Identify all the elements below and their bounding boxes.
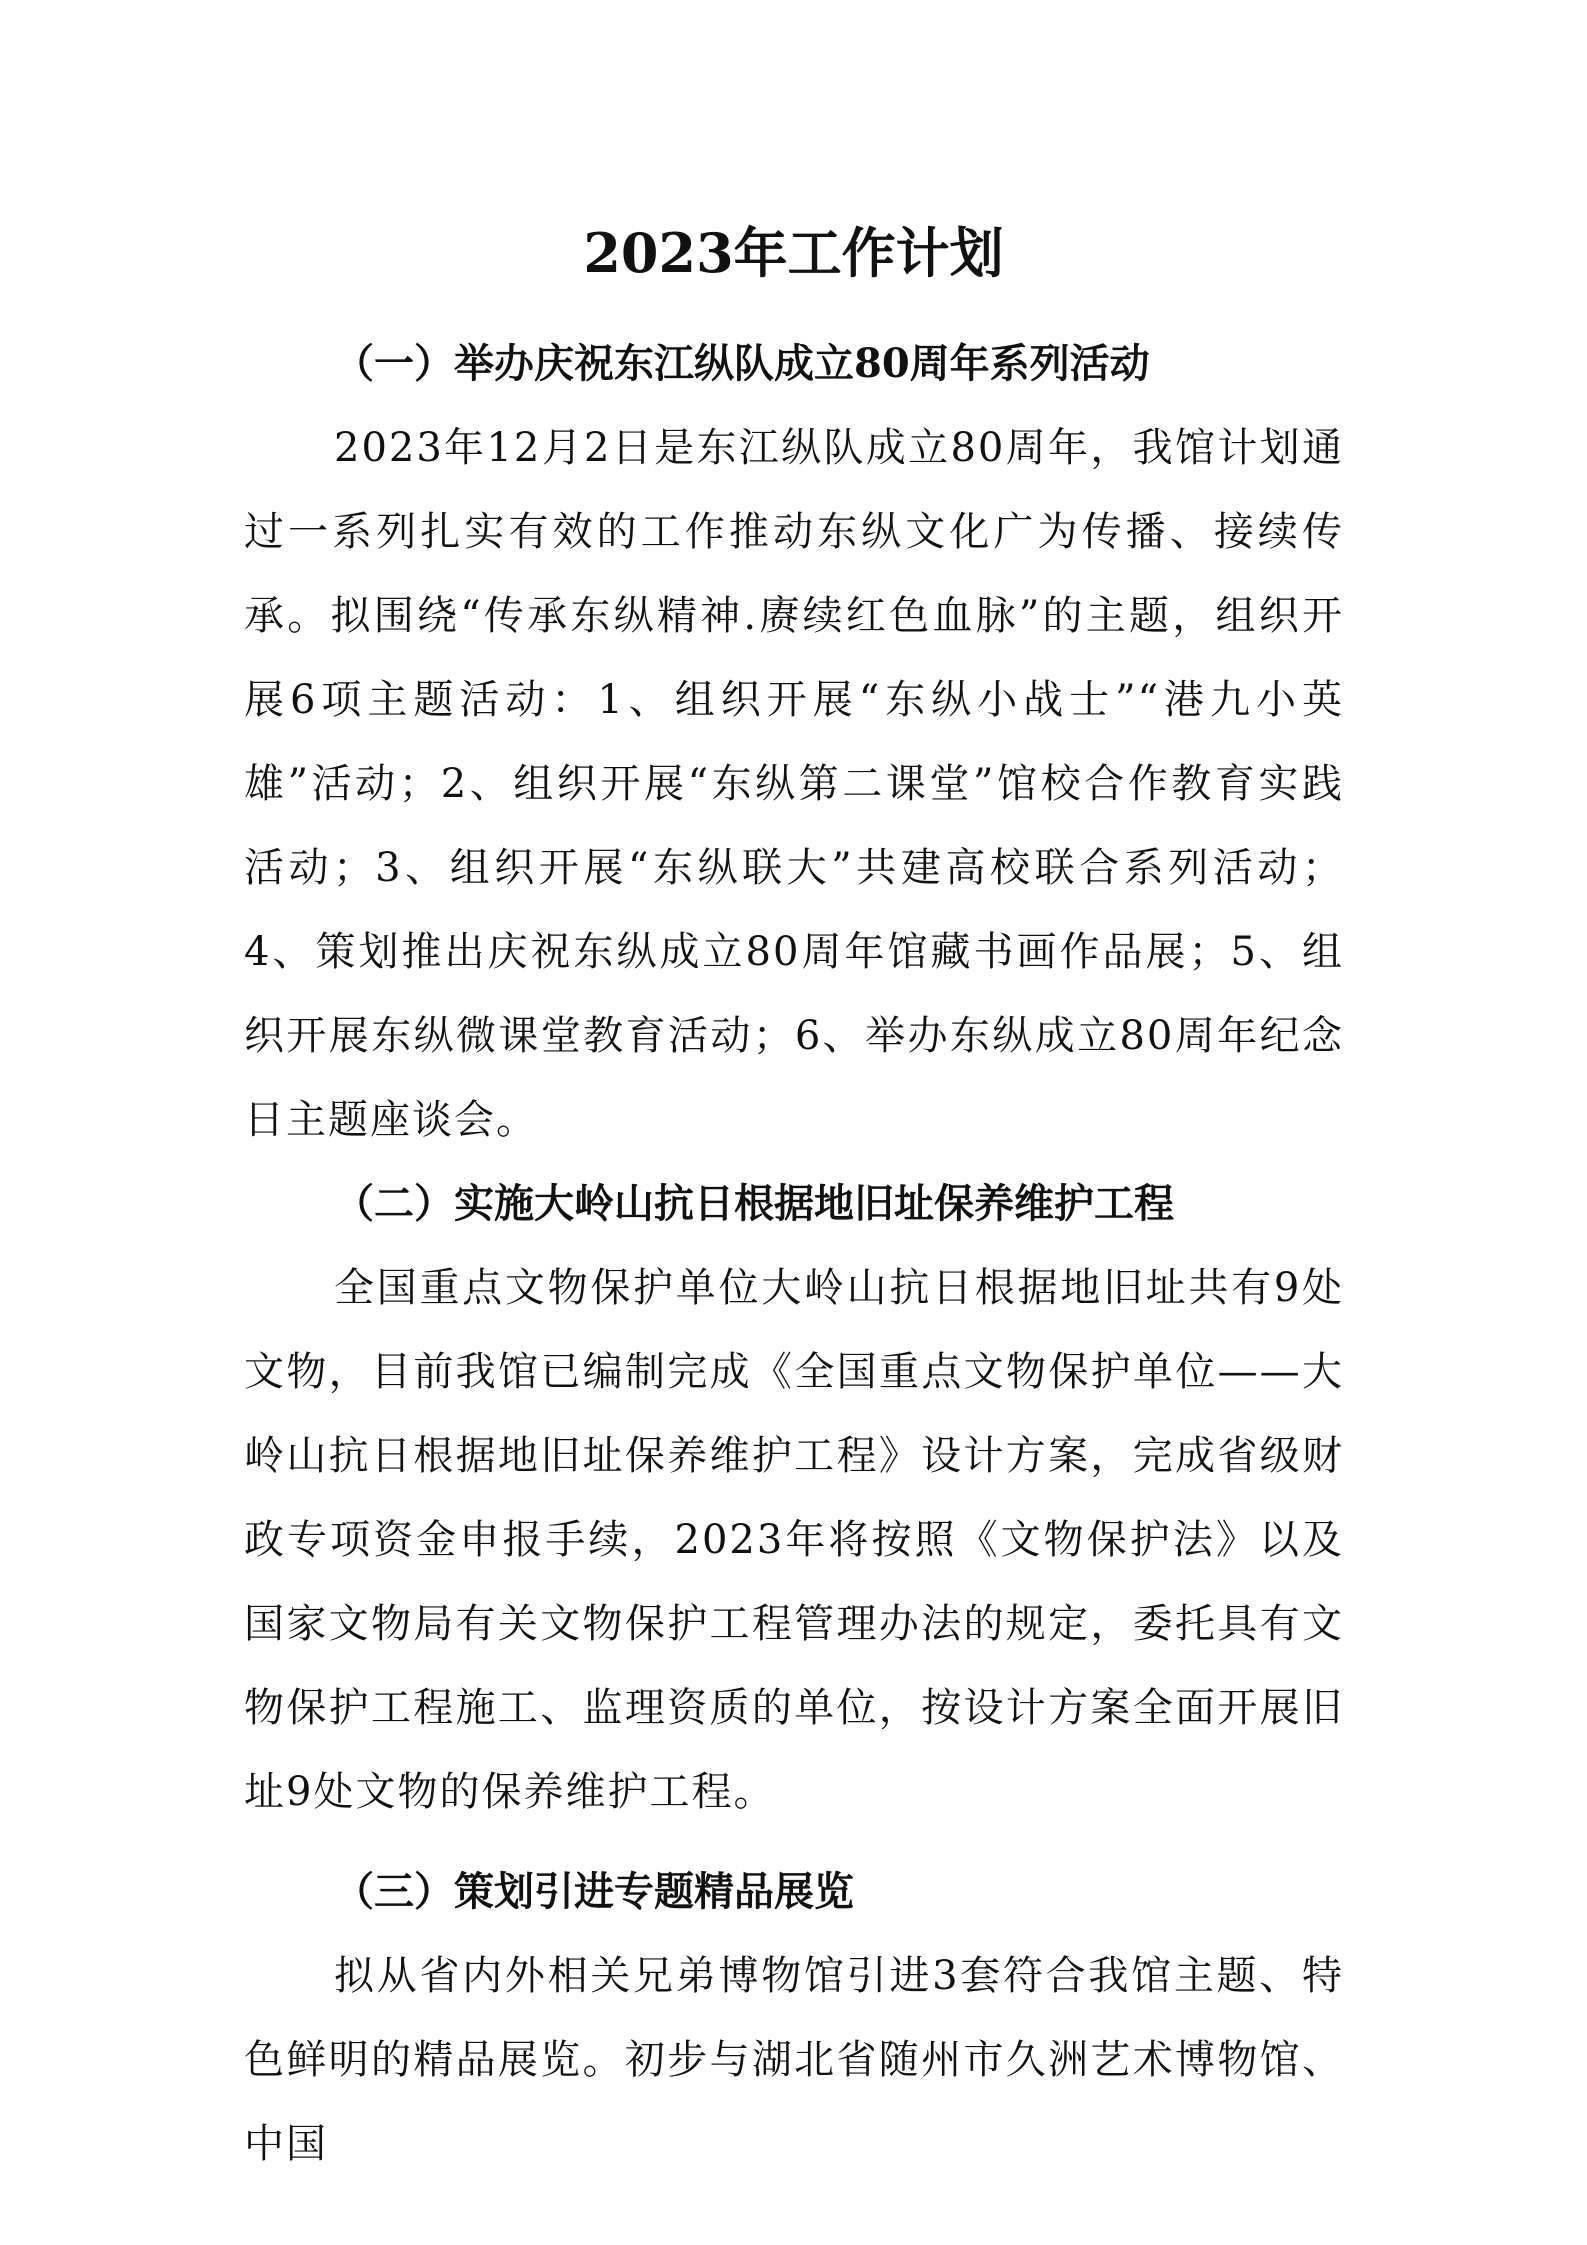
section-paragraph-3: 拟从省内外相关兄弟博物馆引进3套符合我馆主题、特色鲜明的精品展览。初步与湖北省随州市久洲艺术博物馆、中国 — [244, 1953, 1344, 2167]
section-heading-2: （二）实施大岭山抗日根据地旧址保养维护工程 — [334, 1180, 1174, 1227]
document-body — [244, 322, 1344, 2186]
section-heading-3: （三）策划引进专题精品展览 — [334, 1868, 854, 1915]
section-paragraph-1: 2023年12月2日是东江纵队成立80周年，我馆计划通过一系列扎实有效的工作推动东纵文化广为传播、接续传承。拟围绕“传承东纵精神.赓续红色血脉”的主题，组织开展6项主题活动：1、组织开展“东纵小战士”“港九小英雄”活动；2、组织开展“东纵第二课堂”馆校合作教育实践活动；3、组织开展“东纵联大”共建高校联合系列活动；4、策划推出庆祝东纵成立80周年馆藏书画作品展；5、组织开展东纵微课堂教育活动；6、举办东纵成立80周年纪念日主题座谈会。 — [244, 425, 1344, 1143]
section-heading-1: （一）举办庆祝东江纵队成立80周年系列活动 — [334, 340, 1150, 387]
document-title: 2023年工作计划 — [583, 221, 1004, 285]
section-paragraph-2: 全国重点文物保护单位大岭山抗日根据地旧址共有9处文物，目前我馆已编制完成《全国重点文物保护单位——大岭山抗日根据地旧址保养维护工程》设计方案，完成省级财政专项资金申报手续，2023年将按照《文物保护法》以及国家文物局有关文物保护工程管理办法的规定，委托具有文物保护工程施工、监理资质的单位，按设计方案全面开展旧址9处文物的保养维护工程。 — [244, 1265, 1344, 1815]
